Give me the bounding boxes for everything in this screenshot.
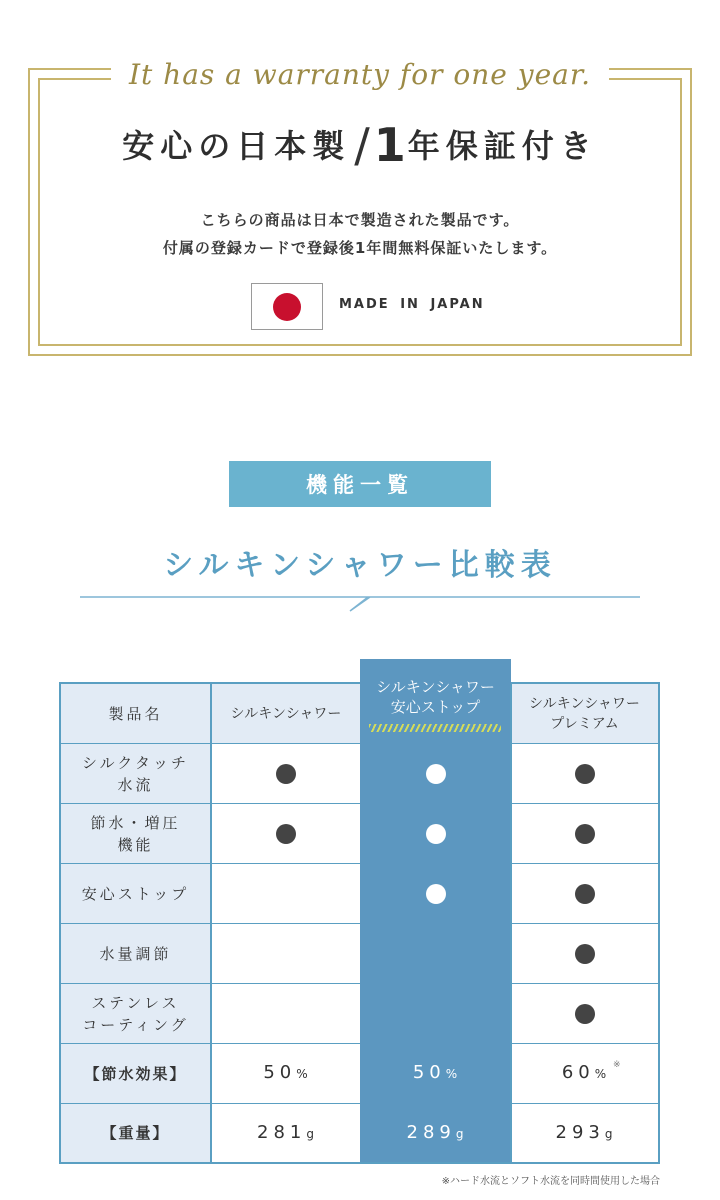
mark-cell-row5-col3 (511, 984, 658, 1043)
grid-line-horizontal (512, 1103, 658, 1104)
header-product-3 (511, 684, 658, 743)
headline-number: 1 (373, 118, 408, 172)
grid-line-horizontal (61, 923, 210, 924)
row-label-line-2: コーティング (82, 1015, 189, 1034)
product-2-name-line-2: 安心ストップ (390, 698, 481, 716)
mark-cell-row2-col2 (360, 804, 511, 863)
warranty-desc-line-2: 付属の登録カードで登録後1年間無料保証いたします。 (162, 239, 558, 257)
warranty-title-wrap (0, 52, 720, 96)
row-label-line-2: 機能 (117, 835, 154, 854)
warranty-title: It has a warranty for one year. (111, 58, 609, 91)
mark-cell-row4-col3 (511, 924, 658, 983)
filled-circle-icon (426, 884, 446, 904)
row-label-line-1: 水量調節 (99, 944, 172, 963)
grid-line-horizontal (61, 863, 210, 864)
warranty-description (0, 206, 720, 262)
row-label-line-1: 安心ストップ (81, 884, 190, 903)
comparison-title: シルキンシャワー比較表 (163, 548, 557, 583)
mark-cell-row5-col2 (360, 984, 511, 1043)
mark-cell-row1-col2 (360, 744, 511, 803)
headline-made-in-japan: 安心の日本製 (122, 127, 351, 165)
grid-line-horizontal (61, 743, 210, 744)
grid-line-horizontal (512, 1043, 658, 1044)
grid-line-horizontal (61, 983, 210, 984)
weight-value-3 (511, 1104, 658, 1162)
mark-cell-row5-col1 (212, 984, 360, 1043)
water-saving-value-1 (212, 1044, 360, 1103)
mark-cell-row3-col2 (360, 864, 511, 923)
filled-circle-icon (426, 764, 446, 784)
mark-cell-row2-col1 (212, 804, 360, 863)
row-label-silk-touch (61, 744, 210, 803)
value-number: 50 (412, 1062, 446, 1083)
title-underline (80, 590, 640, 614)
grid-line-horizontal (212, 1103, 360, 1104)
filled-circle-icon (575, 764, 595, 784)
value-unit: g (455, 1126, 465, 1141)
filled-circle-icon (575, 944, 595, 964)
mark-cell-row4-col2 (360, 924, 511, 983)
value-unit: % (594, 1067, 608, 1081)
grid-line-horizontal (212, 1043, 360, 1044)
made-in-japan-label: MADE IN JAPAN (339, 297, 485, 312)
row-label-weight: 【重量】 (61, 1104, 210, 1162)
row-label-water-saving (61, 804, 210, 863)
headline-slash: / (354, 118, 370, 172)
water-saving-value-3 (511, 1044, 658, 1103)
filled-circle-icon (575, 824, 595, 844)
row-label-line-2: 水流 (117, 775, 154, 794)
weight-value-1 (212, 1104, 360, 1162)
warranty-desc-line-1: こちらの商品は日本で製造された製品です。 (200, 211, 520, 229)
grid-line-horizontal (61, 1043, 210, 1044)
value-number: 60 (561, 1062, 595, 1083)
value-unit: % (445, 1067, 459, 1081)
grid-line-horizontal (512, 923, 658, 924)
filled-circle-icon (276, 824, 296, 844)
row-label-water-saving-effect: 【節水効果】 (61, 1044, 210, 1103)
row-label-line-1: ステンレス (91, 993, 180, 1012)
value-unit: g (604, 1126, 614, 1141)
product-2-name-line-1: シルキンシャワー (376, 678, 495, 696)
filled-circle-icon (276, 764, 296, 784)
row-label-line-1: シルクタッチ (81, 753, 190, 772)
header-product-name: 製品名 (61, 684, 210, 743)
japan-flag-icon (251, 283, 323, 330)
row-label-flow-adjust (61, 924, 210, 983)
grid-line-horizontal (212, 983, 360, 984)
warranty-headline (0, 118, 720, 172)
grid-line-horizontal (512, 863, 658, 864)
filled-circle-icon (575, 884, 595, 904)
value-number: 293 (555, 1121, 605, 1143)
product-3-name-line-1: シルキンシャワー (529, 695, 640, 712)
row-label-line-1: 節水・増圧 (90, 813, 181, 832)
feature-list-badge: 機能一覧 (229, 461, 491, 507)
weight-value-2 (360, 1104, 511, 1162)
filled-circle-icon (575, 1004, 595, 1024)
product-1-name: シルキンシャワー (230, 705, 342, 722)
grid-line-horizontal (512, 803, 658, 804)
footnote-text: ※ハード水流とソフト水流を同時間使用した場合 (441, 1176, 660, 1187)
filled-circle-icon (426, 824, 446, 844)
mark-cell-row1-col1 (212, 744, 360, 803)
value-number: 289 (406, 1121, 456, 1143)
row-label-stainless-coating (61, 984, 210, 1043)
grid-line-horizontal (212, 863, 360, 864)
mark-cell-row3-col1 (212, 864, 360, 923)
value-unit: % (296, 1067, 309, 1081)
grid-line-horizontal (212, 923, 360, 924)
water-saving-value-2 (360, 1044, 511, 1103)
value-unit: g (306, 1126, 315, 1141)
value-number: 281 (257, 1121, 307, 1143)
grid-line-horizontal (61, 1103, 210, 1104)
grid-line-horizontal (212, 803, 360, 804)
footnote-mark: ※ (613, 1060, 621, 1070)
grid-line-horizontal (512, 983, 658, 984)
headline-warranty: 年保証付き (407, 127, 598, 165)
mark-cell-row1-col3 (511, 744, 658, 803)
flag-red-disc (273, 293, 301, 321)
mark-cell-row3-col3 (511, 864, 658, 923)
grid-line-horizontal (61, 803, 210, 804)
header-product-1 (212, 684, 360, 743)
highlight-stripe-decoration (369, 724, 501, 732)
mark-cell-row4-col1 (212, 924, 360, 983)
mark-cell-row2-col3 (511, 804, 658, 863)
row-label-safe-stop (61, 864, 210, 923)
grid-line-horizontal (512, 743, 658, 744)
value-number: 50 (263, 1062, 297, 1083)
grid-line-horizontal (212, 743, 360, 744)
product-3-name-line-2: プレミアム (550, 715, 619, 732)
